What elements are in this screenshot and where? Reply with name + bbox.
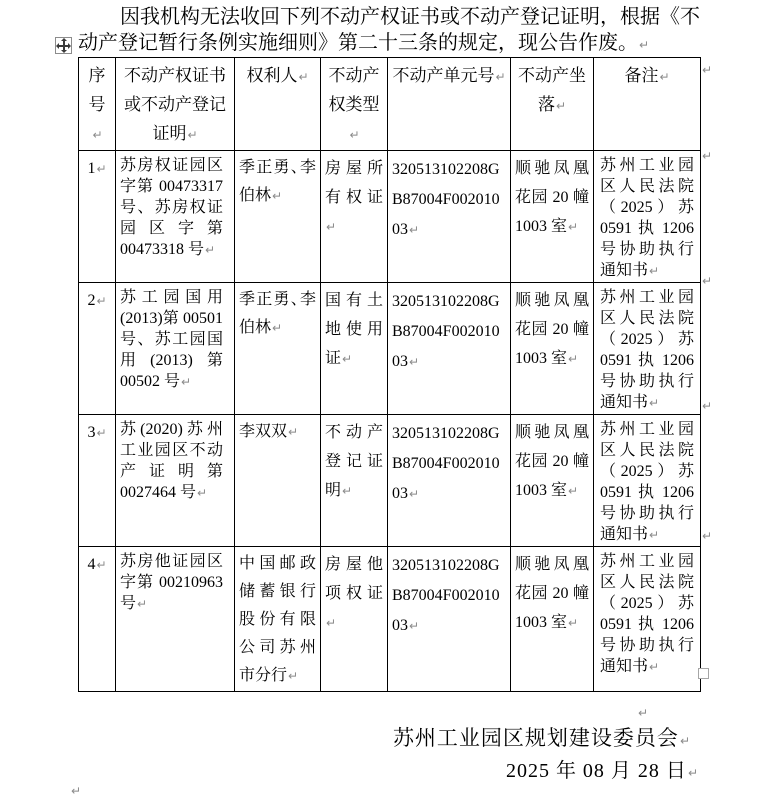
cell-seq: 4↵: [79, 547, 116, 692]
move-handle-arrow: [68, 43, 71, 49]
cell-note: 苏州工业园区人民法院（2025）苏 0591 执 1206 号协助执行通知书↵: [594, 283, 701, 415]
move-handle-arrow: [61, 38, 67, 41]
paragraph-mark: ↵: [298, 70, 309, 84]
paragraph-mark: ↵: [568, 352, 579, 366]
intro-paragraph: [78, 4, 700, 58]
table-move-handle-icon[interactable]: [55, 37, 72, 54]
cell-holder: 季正勇、李伯林↵: [235, 151, 321, 283]
cell-location: 顺驰凤凰花园 20 幢 1003 室↵: [511, 547, 594, 692]
paragraph-mark: ↵: [639, 38, 650, 52]
cell-certificate: 苏房权证园区字第 00473317 号、苏房权证园区字第 00473318 号↵: [116, 151, 235, 283]
paragraph-mark: ↵: [702, 274, 713, 288]
paragraph-mark: ↵: [555, 99, 567, 113]
cell-unit-number: 320513102208GB87004F00201003↵: [388, 547, 511, 692]
header-cell-location: 不动产坐落↵: [511, 58, 594, 151]
paragraph-mark: ↵: [649, 396, 660, 410]
cell-certificate: 苏(2020)苏州工业园区不动产证明第 0027464 号↵: [116, 415, 235, 547]
paragraph-mark: ↵: [272, 321, 283, 335]
paragraph-mark: ↵: [568, 484, 579, 498]
paragraph-mark: ↵: [205, 243, 216, 257]
paragraph-mark: ↵: [326, 220, 337, 234]
paragraph-mark: ↵: [659, 70, 670, 84]
cell-certificate: 苏房他证园区字第 00210963 号↵: [116, 547, 235, 692]
header-cell-seq: 序号↵: [79, 58, 116, 151]
cell-unit-number: 320513102208GB87004F00201003↵: [388, 283, 511, 415]
paragraph-mark: ↵: [702, 149, 713, 163]
organization-name: 苏州工业园区规划建设委员会: [392, 726, 679, 750]
intro-text: 因我机构无法收回下列不动产权证书或不动产登记证明，根据《不动产登记暂行条例实施细则》第二十三条的规定，现公告作废。: [78, 6, 700, 54]
header-cell-holder: 权利人↵: [235, 58, 321, 151]
paragraph-mark: ↵: [687, 766, 698, 780]
move-handle-arrow: [56, 43, 59, 49]
header-cell-right-type: 不动产权类型↵: [321, 58, 388, 151]
paragraph-mark: ↵: [568, 616, 579, 630]
paragraph-mark: ↵: [649, 660, 660, 674]
footer-date: [78, 756, 700, 788]
paragraph-mark: ↵: [92, 128, 103, 142]
paragraph-mark: ↵: [288, 425, 299, 439]
paragraph-mark: ↵: [649, 528, 660, 542]
cell-holder: 中国邮政储蓄银行股份有限公司苏州市分行↵: [235, 547, 321, 692]
paragraph-mark: ↵: [702, 399, 713, 413]
table-row: [79, 283, 701, 415]
move-handle-arrow: [61, 50, 67, 53]
table-header-row: [79, 58, 701, 151]
paragraph-mark: ↵: [326, 616, 337, 630]
cell-right-type: 房屋他项权证↵: [321, 547, 388, 692]
cell-location: 顺驰凤凰花园 20 幢 1003 室↵: [511, 151, 594, 283]
paragraph-mark: ↵: [137, 597, 148, 611]
paragraph-mark: ↵: [702, 63, 713, 77]
table-row: [79, 415, 701, 547]
cell-note: 苏州工业园区人民法院（2025）苏 0591 执 1206 号协助执行通知书↵: [594, 415, 701, 547]
table-row: [79, 151, 701, 283]
paragraph-mark: ↵: [409, 487, 420, 501]
cell-holder: 李双双↵: [235, 415, 321, 547]
header-cell-unit-number: 不动产单元号↵: [388, 58, 511, 151]
cell-seq: 1↵: [79, 151, 116, 283]
cell-note: 苏州工业园区人民法院（2025）苏 0591 执 1206 号协助执行通知书↵: [594, 547, 701, 692]
paragraph-mark: ↵: [342, 484, 353, 498]
cell-unit-number: 320513102208GB87004F00201003↵: [388, 415, 511, 547]
header-cell-certificate: 不动产权证书或不动产登记证明↵: [116, 58, 235, 151]
paragraph-mark: ↵: [568, 220, 579, 234]
cell-right-type: 国有土地使用证↵: [321, 283, 388, 415]
cell-seq: 3↵: [79, 415, 116, 547]
paragraph-mark: ↵: [349, 128, 360, 142]
date-text: 2025 年 08 月 28 日: [505, 760, 687, 782]
paragraph-mark: ↵: [96, 294, 107, 308]
paragraph-mark: ↵: [181, 375, 192, 389]
paragraph-mark: ↵: [272, 189, 283, 203]
cell-note: 苏州工业园区人民法院（2025）苏 0591 执 1206 号协助执行通知书↵: [594, 151, 701, 283]
table-row: [79, 547, 701, 692]
paragraph-mark: ↵: [96, 162, 107, 176]
table-resize-handle[interactable]: [698, 668, 709, 679]
paragraph-mark: ↵: [71, 784, 82, 798]
table-body: [79, 151, 701, 692]
paragraph-mark: ↵: [197, 486, 208, 500]
paragraph-mark: ↵: [495, 70, 506, 84]
paragraph-mark: ↵: [187, 128, 198, 142]
paragraph-mark: ↵: [96, 558, 107, 572]
paragraph-mark: ↵: [288, 669, 299, 683]
paragraph-mark: ↵: [679, 734, 690, 748]
paragraph-mark: ↵: [649, 264, 660, 278]
cell-unit-number: 320513102208GB87004F00201003↵: [388, 151, 511, 283]
footer-organization: [78, 722, 700, 757]
cell-holder: 季正勇、李伯林↵: [235, 283, 321, 415]
paragraph-mark: ↵: [96, 426, 107, 440]
paragraph-mark: ↵: [409, 223, 420, 237]
header-cell-note: 备注↵: [594, 58, 701, 151]
cell-right-type: 房屋所有权证↵: [321, 151, 388, 283]
cell-right-type: 不动产登记证明↵: [321, 415, 388, 547]
cell-certificate: 苏工园国用(2013)第 00501 号、苏工园国用(2013)第 00502 号↵: [116, 283, 235, 415]
paragraph-mark: ↵: [409, 619, 420, 633]
cell-location: 顺驰凤凰花园 20 幢 1003 室↵: [511, 415, 594, 547]
paragraph-mark: ↵: [342, 352, 353, 366]
paragraph-mark: ↵: [638, 706, 649, 720]
notice-table: [78, 57, 701, 692]
paragraph-mark: ↵: [409, 355, 420, 369]
cell-location: 顺驰凤凰花园 20 幢 1003 室↵: [511, 283, 594, 415]
cell-seq: 2↵: [79, 283, 116, 415]
paragraph-mark: ↵: [702, 529, 713, 543]
